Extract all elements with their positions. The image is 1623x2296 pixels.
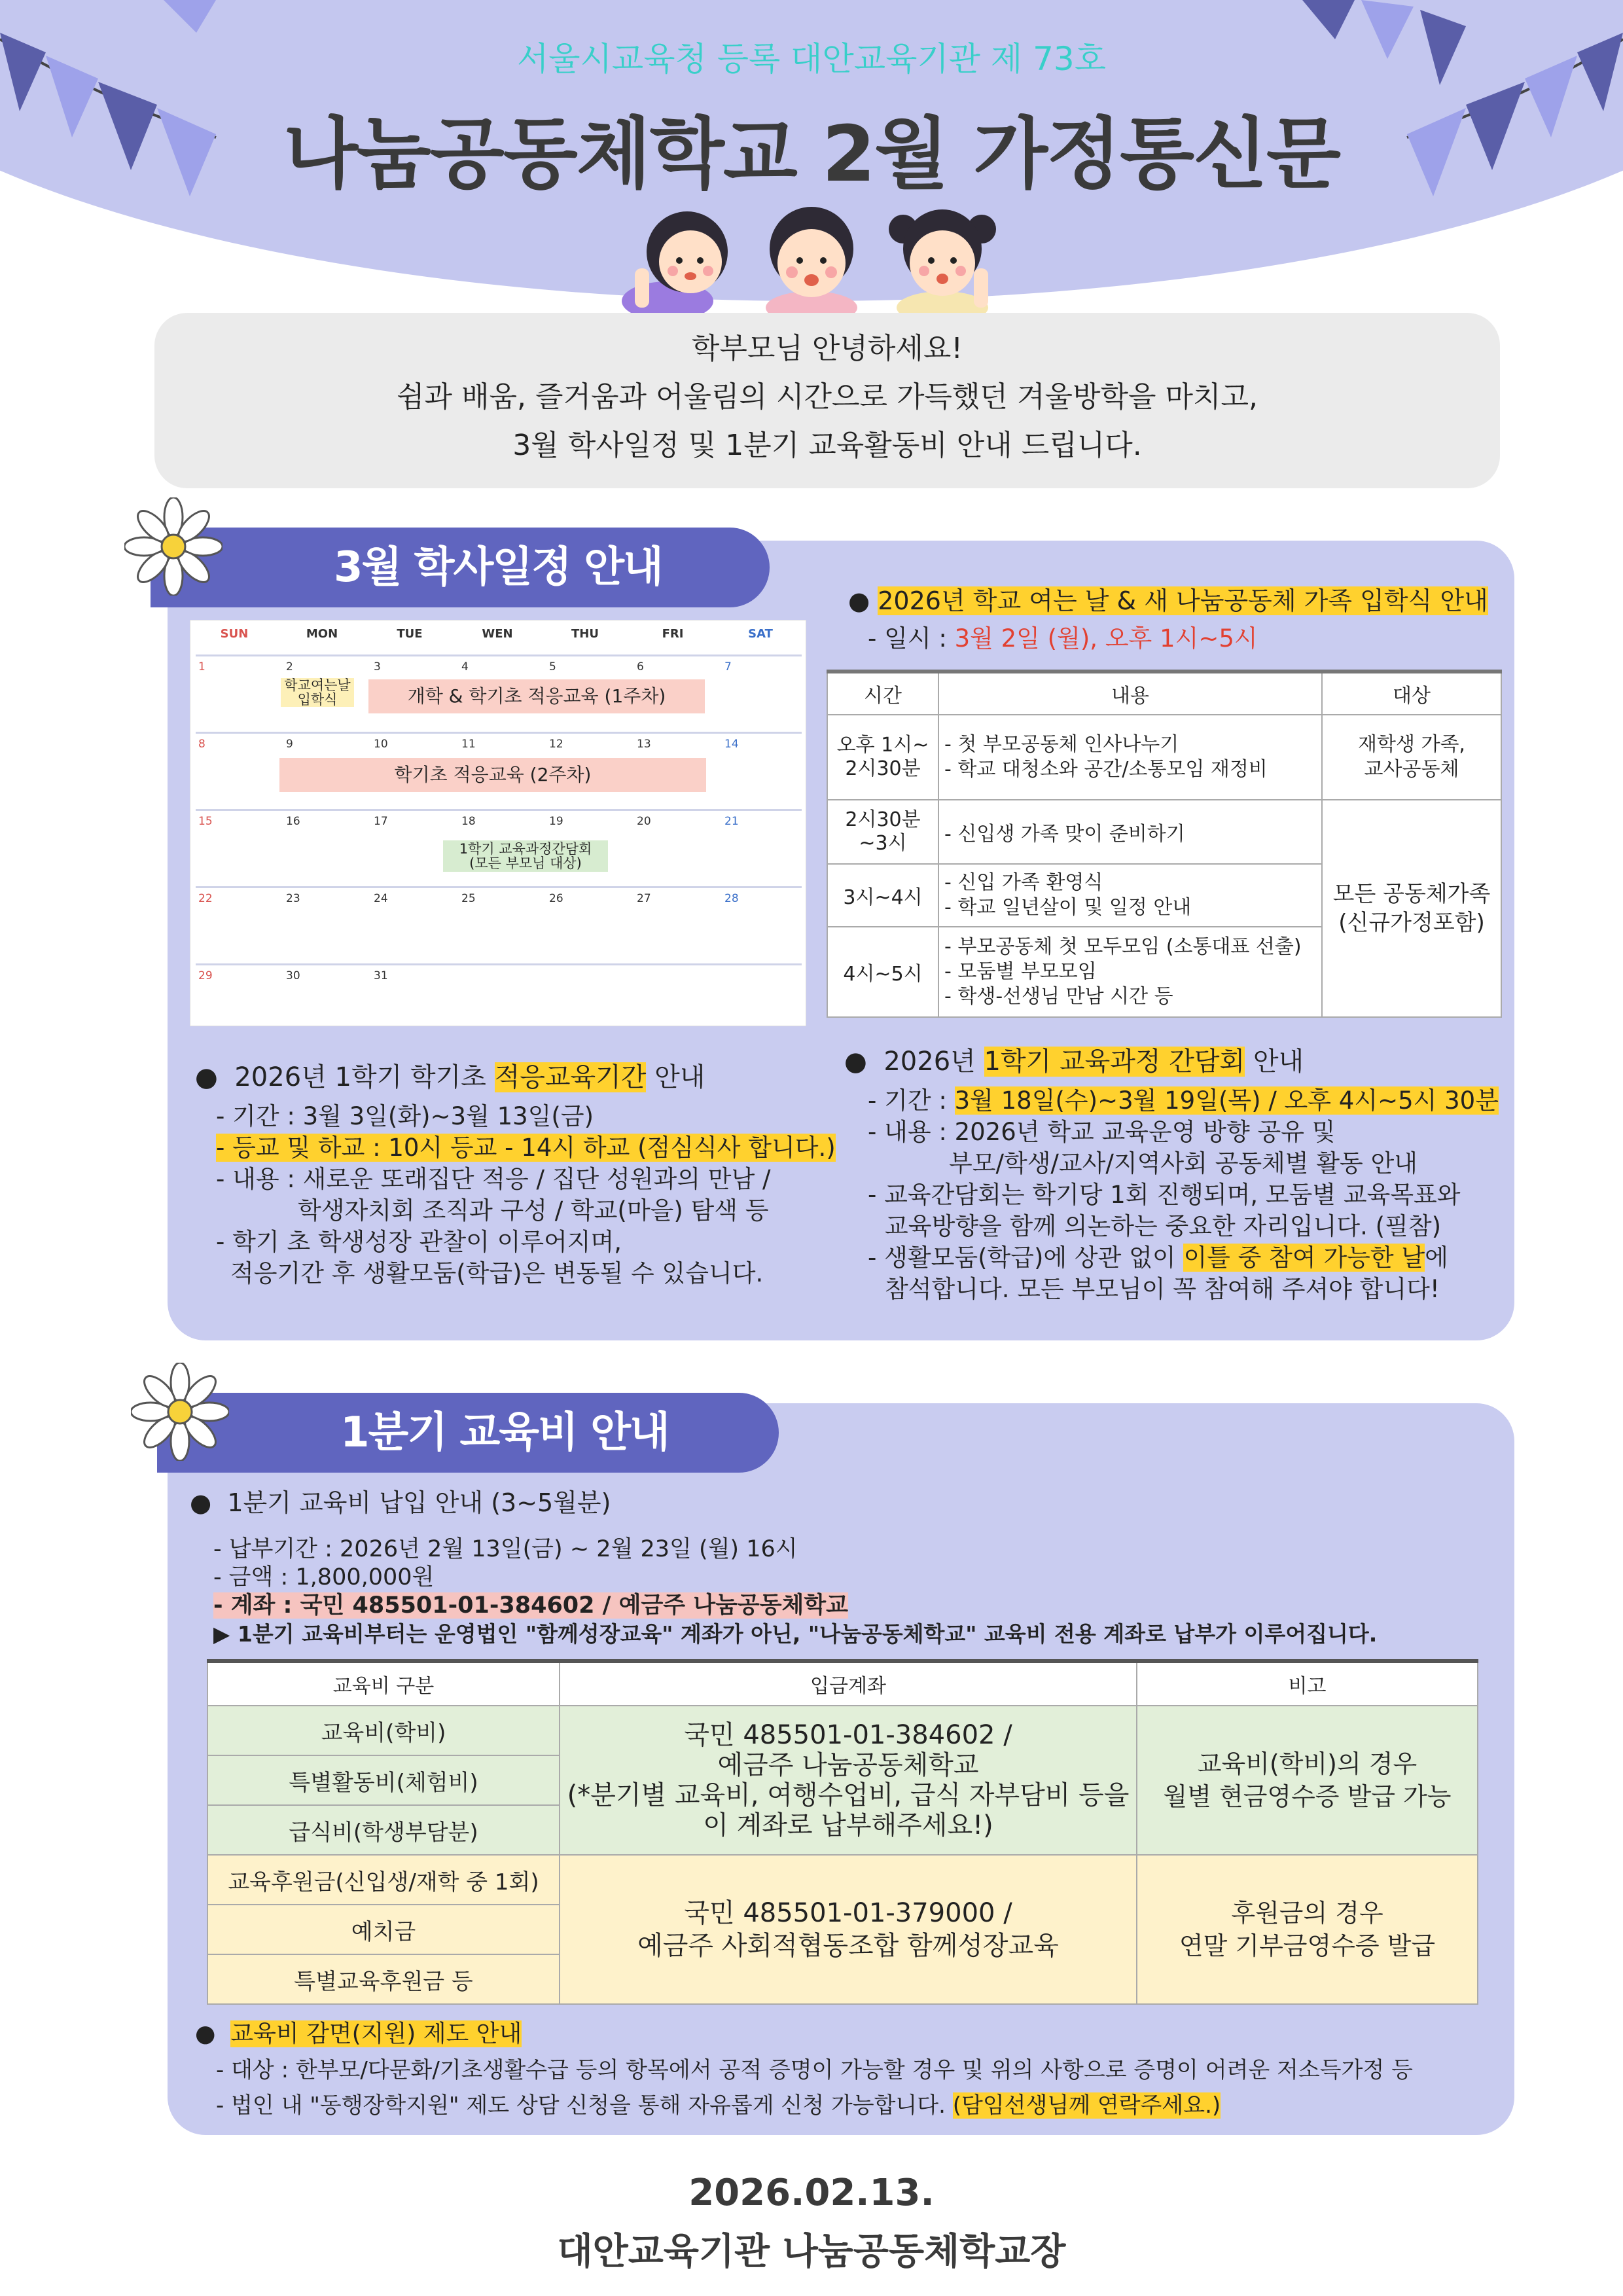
header-time: 시간 [827,672,938,715]
content-line: - 학생-선생님 만남 시간 등 [944,985,1173,1008]
calendar-day-number: 1 [198,660,205,673]
content-line: - 첫 부모공동체 인사나누기 [944,733,1179,756]
calendar-day-number: 4 [461,660,469,673]
calendar-day-number: 11 [461,738,476,751]
note-cell [1137,1855,1478,2004]
calendar-day-number: 14 [724,738,739,751]
calendar-day-number: 19 [549,815,563,828]
weekday-sat: SAT [748,627,773,641]
calendar-week-row [196,886,802,963]
footer-date: 2026.02.13. [688,2172,935,2214]
calendar-day-number: 20 [637,815,651,828]
curriculum-meeting-event-line2: (모든 부모님 대상) [469,855,582,871]
account-cell [560,1855,1137,2004]
meeting-title-post: 안내 [1245,1047,1304,1077]
calendar-day-number: 15 [198,815,213,828]
calendar-week-row [196,963,802,1041]
header-category: 교육비 구분 [207,1661,560,1706]
registration-subtitle: 서울시교육청 등록 대안교육기관 제 73호 [517,40,1106,78]
reduction-title: ● 교육비 감면(지원) 제도 안내 [195,2020,522,2047]
time-cell [827,715,938,800]
note-cell [1137,1706,1478,1855]
meeting-note2-pre: - 생활모둠(학급)에 상관 없이 [868,1244,1184,1272]
weekday-wed: WEN [482,627,513,641]
meeting-period [868,1085,1499,1117]
meeting-note2-line1 [868,1242,1499,1274]
week1-adaptation-event: 개학 & 학기초 적응교육 (1주차) [368,679,705,713]
weekday-sun: SUN [220,627,249,641]
calendar-day-number: 24 [374,892,388,905]
content-line: - 부모공동체 첫 모두모임 (소통대표 선출) [944,935,1302,958]
category-cell: 교육비(학비) [207,1706,560,1755]
payment-title: ● 1분기 교육비 납입 안내 (3~5월분) [190,1488,611,1517]
category-cell: 급식비(학생부담분) [207,1805,560,1855]
calendar-day-number: 23 [286,892,300,905]
target-line: (신규가정포함) [1338,910,1485,936]
time-line: 오후 1시~ [836,734,929,757]
calendar-day-number: 30 [286,969,300,982]
account-line: 예금주 나눔공동체학교 [717,1750,979,1780]
content-cell [938,715,1322,800]
meeting-note2-line2: 참석합니다. 모든 부모님이 꼭 참여해 주셔야 합니다! [885,1275,1440,1303]
meeting-details [868,1085,1499,1305]
calendar-day-number: 10 [374,738,388,751]
category-cell: 특별교육후원금 등 [207,1954,560,2004]
opening-day-table [827,670,1502,1018]
curriculum-meeting-event [443,840,608,872]
content-cell [938,927,1322,1017]
target-line: 교사공동체 [1364,758,1459,781]
footer-signature: 대안교육기관 나눔공동체학교장 [557,2231,1066,2273]
content-line: - 모둠별 부모모임 [944,960,1097,983]
account-line: 이 계좌로 납부해주세요!) [703,1810,993,1840]
week2-adaptation-event: 학기초 적응교육 (2주차) [279,758,706,792]
reduction-apply-pre: - 법인 내 "동행장학지원" 제도 상담 신청을 통해 자유롭게 신청 가능합니다. [216,2092,953,2119]
calendar-day-number: 29 [198,969,213,982]
adaptation-block [195,1059,836,1289]
header-note: 비고 [1137,1661,1478,1706]
greeting-box [154,313,1500,488]
time-line: ~3시 [859,832,907,855]
march-calendar [190,620,806,1026]
category-cell: 교육후원금(신입생/재학 중 1회) [207,1855,560,1905]
adaptation-title-post: 안내 [646,1062,705,1092]
content-cell [938,864,1322,927]
account-cell [560,1706,1137,1855]
greeting-line-2: 쉼과 배움, 즐거움과 어울림의 시간으로 가득했던 겨울방학을 마치고, [397,380,1258,414]
note-line: 연말 기부금영수증 발급 [1179,1931,1436,1960]
payment-title-text: 1분기 교육비 납입 안내 (3~5월분) [227,1488,611,1517]
target-line: 재학생 가족, [1358,733,1465,756]
reduction-block [195,2016,1413,2123]
calendar-day-number: 2 [286,660,293,673]
content-line: - 신입 가족 환영식 [944,871,1103,894]
adaptation-note-line2: 적응기간 후 생활모둠(학급)은 변동될 수 있습니다. [230,1259,764,1287]
calendar-weekdays [190,627,807,647]
account-line: 국민 485501-01-384602 / [684,1720,1012,1750]
calendar-day-number: 16 [286,815,300,828]
reduction-apply-highlight: (담임선생님께 연락주세요.) [952,2092,1221,2119]
meeting-content-line2: 부모/학생/교사/지역사회 공동체별 활동 안내 [949,1149,1418,1177]
reduction-target: - 대상 : 한부모/다문화/기초생활수급 등의 항목에서 공적 증명이 가능할 경우 및 위의 사항으로 증명이 어려운 저소득가정 등 [216,2057,1413,2083]
greeting-line-1: 학부모님 안녕하세요! [691,332,963,365]
table-header-row [827,672,1501,715]
opening-day-event [281,678,354,707]
time-line: 2시30분 [845,808,921,831]
payment-details [213,1535,1377,1648]
opening-day-block [848,583,1488,655]
header-account: 입금계좌 [560,1661,1137,1706]
content-line: - 신입생 가족 맞이 준비하기 [944,823,1185,846]
category-cell: 특별활동비(체험비) [207,1755,560,1805]
calendar-day-number: 21 [724,815,739,828]
table-row [827,800,1501,864]
meeting-note2-post: 에 [1425,1244,1448,1272]
calendar-day-number: 13 [637,738,651,751]
opening-date-label: - 일시 : [868,624,955,653]
table-header-row [207,1661,1478,1706]
calendar-day-number: 3 [374,660,381,673]
daisy-flower-icon [131,1363,229,1461]
adaptation-note-line1: - 학기 초 학생성장 관찰이 이루어지며, [216,1228,622,1256]
target-cell [1322,800,1501,1017]
meeting-period-value: 3월 18일(수)~3월 19일(목) / 오후 4시~5시 30분 [954,1086,1499,1115]
calendar-day-number: 27 [637,892,651,905]
time-line: 2시30분 [845,757,921,780]
calendar-day-number: 9 [286,738,293,751]
table-row [207,1855,1478,1905]
meeting-note1-line2: 교육방향을 함께 의논하는 중요한 자리입니다. (필참) [885,1212,1442,1240]
curriculum-meeting-event-line1: 1학기 교육과정간담회 [459,841,592,857]
time-cell [827,800,938,864]
payment-period: - 납부기간 : 2026년 2월 13일(금) ~ 2월 23일 (월) 16시 [213,1536,798,1562]
account-line: (*분기별 교육비, 여행수업비, 급식 자부담비 등을 [567,1780,1130,1810]
weekday-tue: TUE [397,627,423,641]
weekday-fri: FRI [662,627,684,641]
opening-day-event-line2: 입학식 [297,692,338,708]
weekday-mon: MON [306,627,338,641]
opening-day-title: ● 2026년 학교 여는 날 & 새 나눔공동체 가족 입학식 안내 [848,586,1488,615]
calendar-day-number: 17 [374,815,388,828]
meeting-title-highlight: 1학기 교육과정 간담회 [984,1047,1245,1077]
account-line: 예금주 사회적협동조합 함께성장교육 [637,1931,1059,1961]
opening-day-date [868,623,1488,655]
meeting-content-line1: - 내용 : 2026년 학교 교육운영 방향 공유 및 [868,1118,1336,1146]
meeting-title-pre: 2026년 [883,1047,984,1077]
calendar-day-number: 31 [374,969,388,982]
adaptation-title: ● 2026년 1학기 학기초 적응교육기간 안내 [195,1062,705,1092]
calendar-day-number: 7 [724,660,732,673]
reduction-details [216,2053,1413,2123]
daisy-flower-icon [124,497,223,596]
meeting-note2-highlight: 이틀 중 참여 가능한 날 [1183,1244,1425,1272]
header-target: 대상 [1322,672,1501,715]
opening-day-event-line1: 학교여는날 [284,677,351,693]
time-cell: 3시~4시 [827,864,938,927]
payment-notice: ▶ 1분기 교육비부터는 운영법인 "함께성장교육" 계좌가 아닌, "나눔공동체학교" 교육비 전용 계좌로 납부가 이루어집니다. [213,1621,1378,1647]
meeting-title: ● 2026년 1학기 교육과정 간담회 안내 [844,1047,1304,1077]
calendar-day-number: 26 [549,892,563,905]
adaptation-period: - 기간 : 3월 3일(화)~3월 13일(금) [216,1102,594,1130]
calendar-day-number: 25 [461,892,476,905]
calendar-day-number: 18 [461,815,476,828]
table-row [827,715,1501,800]
newsletter-title: 나눔공동체학교 2월 가정통신문 [283,109,1340,199]
payment-amount: - 금액 : 1,800,000원 [213,1564,435,1590]
adaptation-hours: - 등교 및 하교 : 10시 등교 - 14시 하교 (점심식사 합니다.) [216,1134,836,1162]
children-illustration [615,190,1008,314]
schedule-heading: 3월 학사일정 안내 [151,528,770,607]
header-content: 내용 [938,672,1322,715]
adaptation-title-highlight: 적응교육기간 [494,1062,647,1092]
time-cell: 4시~5시 [827,927,938,1017]
adaptation-content-line1: - 내용 : 새로운 또래집단 적응 / 집단 성원과의 만남 / [216,1165,771,1193]
meeting-period-label: - 기간 : [868,1086,955,1115]
curriculum-meeting-block [844,1043,1499,1305]
adaptation-content-line2: 학생자치회 조직과 구성 / 학교(마을) 탐색 등 [298,1196,769,1225]
greeting-line-3: 3월 학사일정 및 1분기 교육활동비 안내 드립니다. [512,429,1142,462]
adaptation-title-pre: 2026년 1학기 학기초 [234,1062,495,1092]
weekday-thu: THU [571,627,599,641]
note-line: 월별 현금영수증 발급 가능 [1163,1782,1452,1811]
note-line: 후원금의 경우 [1231,1899,1383,1928]
content-line: - 학교 대청소와 공간/소통모임 재정비 [944,758,1268,781]
calendar-day-number: 5 [549,660,556,673]
meeting-note1-line1: - 교육간담회는 학기당 1회 진행되며, 모둠별 교육목표와 [868,1181,1461,1209]
note-line: 교육비(학비)의 경우 [1197,1749,1418,1778]
content-line: - 학교 일년살이 및 일정 안내 [944,896,1192,919]
opening-date-value: 3월 2일 (월), 오후 1시~5시 [954,624,1258,653]
tuition-heading: 1분기 교육비 안내 [157,1393,779,1473]
opening-day-title-text: 2026년 학교 여는 날 & 새 나눔공동체 가족 입학식 안내 [878,586,1488,615]
category-cell: 예치금 [207,1905,560,1954]
content-cell [938,800,1322,864]
table-row [207,1706,1478,1755]
reduction-apply [216,2088,1413,2123]
account-line: 국민 485501-01-379000 / [684,1898,1012,1928]
adaptation-details [216,1101,836,1289]
tuition-table [207,1659,1478,2005]
payment-account: - 계좌 : 국민 485501-01-384602 / 예금주 나눔공동체학교 [213,1592,848,1619]
reduction-title-text: 교육비 감면(지원) 제도 안내 [230,2020,522,2047]
target-line: 모든 공동체가족 [1332,881,1491,907]
calendar-day-number: 28 [724,892,739,905]
calendar-day-number: 12 [549,738,563,751]
calendar-day-number: 22 [198,892,213,905]
calendar-day-number: 8 [198,738,205,751]
target-cell [1322,715,1501,800]
calendar-day-number: 6 [637,660,644,673]
payment-block [190,1484,1377,1648]
